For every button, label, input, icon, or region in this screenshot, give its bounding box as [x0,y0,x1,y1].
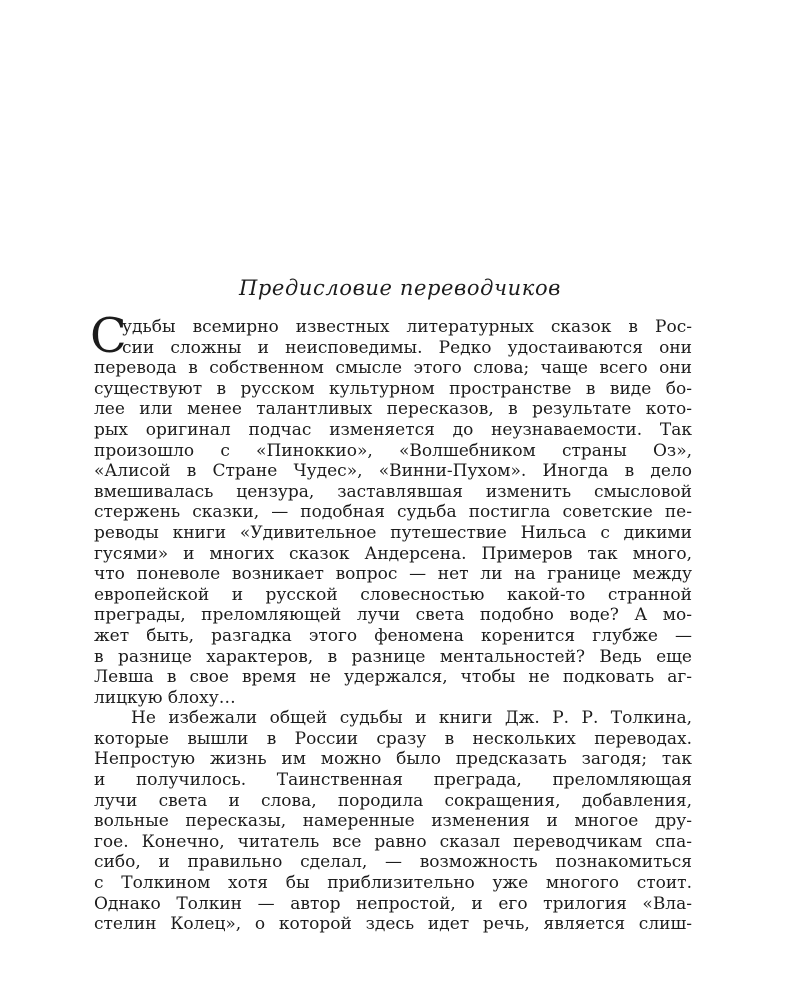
chapter-heading: Предисловие переводчиков [238,276,562,300]
text-line: сибо, и правильно сделал, — возможность познакомиться [94,852,692,873]
text-line: вольные пересказы, намеренные изменения и многое дру- [94,811,692,832]
text-line: Левша в свое время не удержался, чтобы не подковать аг- [94,667,692,688]
text-line: что поневоле возникает вопрос — нет ли на границе между [94,564,692,585]
text-line: гое. Конечно, читатель все равно сказал переводчикам спа- [94,831,692,852]
body-text [90,308,692,935]
text-line: в разнице характеров, в разнице ментальностей? Ведь еще [94,646,692,667]
text-line: реводы книги «Удивительное путешествие Нильса с дикими [94,522,692,543]
text-line: Непростую жизнь им можно было предсказать загодя; так [94,749,692,770]
text-line: существуют в русском культурном пространстве в виде бо- [94,378,692,399]
text-line: лицкую блоху… [94,687,236,708]
text-line: рых оригинал подчас изменяется до неузнаваемости. Так [94,419,692,440]
text-line: Не избежали общей судьбы и книги Дж. Р. Р. Толкина, [131,708,692,729]
text-line: с Толкином хотя бы приблизительно уже многого стоит. [94,873,692,894]
text-line: жет быть, разгадка этого феномена коренится глубже — [94,625,692,646]
text-line: перевода в собственном смысле этого слова; чаще всего они [94,358,692,379]
text-line: стержень сказки, — подобная судьба постигла советские пе- [94,502,692,523]
text-line: вмешивалась цензура, заставлявшая изменить смысловой [94,481,692,502]
text-line: сии сложны и неисповедимы. Редко удостаиваются они [122,337,692,358]
drop-cap-letter: С [90,308,127,364]
text-line: лее или менее талантливых пересказов, в результате кото- [94,399,692,420]
text-line: которые вышли в России сразу в нескольких переводах. [94,728,692,749]
paragraph-2 [94,708,692,935]
text-line: стелин Колец», о которой здесь идет речь, является слиш- [94,914,692,935]
text-line: «Алисой в Стране Чудес», «Винни-Пухом». Иногда в дело [94,461,692,482]
text-line: произошло с «Пиноккио», «Волшебником страны Оз», [94,440,692,461]
text-line: и получилось. Таинственная преграда, преломляющая [94,770,692,791]
text-line: европейской и русской словесностью какой-то странной [94,584,692,605]
text-line: удьбы всемирно известных литературных сказок в Рос- [122,317,692,337]
paragraph-1 [90,308,692,708]
text-line: Однако Толкин — автор непростой, и его трилогия «Вла- [94,893,692,914]
text-line: гусями» и многих сказок Андерсена. Примеров так много, [94,543,692,564]
text-line: лучи света и слова, породила сокращения, добавления, [94,790,692,811]
text-line: преграды, преломляющей лучи света подобно воде? А мо- [94,605,692,626]
